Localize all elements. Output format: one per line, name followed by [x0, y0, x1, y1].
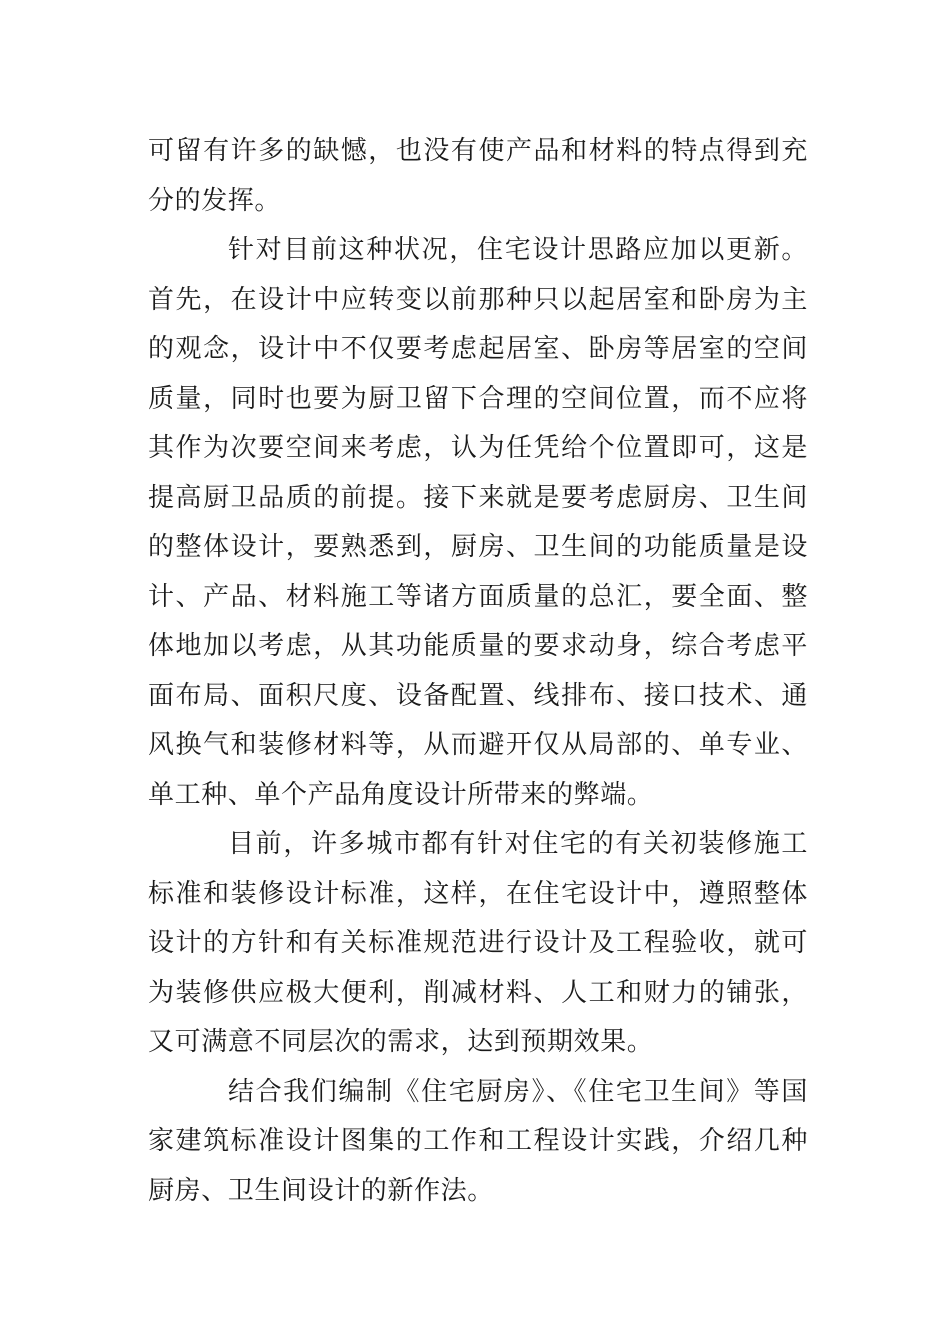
paragraph-introduction: 结合我们编制《住宅厨房》、《住宅卫生间》等国家建筑标准设计图集的工作和工程设计实践，介绍几种厨房、卫生间设计的新作法。: [148, 1076, 808, 1206]
body-text: [148, 127, 808, 1216]
paragraph-standards: 目前，许多城市都有针对住宅的有关初装修施工标准和装修设计标准，这样，在住宅设计中，遵照整体设计的方针和有关标准规范进行设计及工程验收，就可为装修供应极大便利，削减材料、人工和财力的铺张，又可满意不同层次的需求，达到预期效果。: [148, 829, 808, 1057]
paragraph-design-approach: 针对目前这种状况，住宅设计思路应加以更新。首先，在设计中应转变以前那种只以起居室和卧房为主的观念，设计中不仅要考虑起居室、卧房等居室的空间质量，同时也要为厨卫留下合理的空间位置，而不应将其作为次要空间来考虑，认为任凭给个位置即可，这是提高厨卫品质的前提。接下来就是要考虑厨房、卫生间的整体设计，要熟悉到，厨房、卫生间的功能质量是设计、产品、材料施工等诸方面质量的总汇，要全面、整体地加以考虑，从其功能质量的要求动身，综合考虑平面布局、面积尺度、设备配置、线排布、接口技术、通风换气和装修材料等，从而避开仅从局部的、单专业、单工种、单个产品角度设计所带来的弊端。: [148, 235, 808, 810]
paragraph-continuation: 可留有许多的缺憾，也没有使产品和材料的特点得到充分的发挥。: [148, 136, 808, 216]
